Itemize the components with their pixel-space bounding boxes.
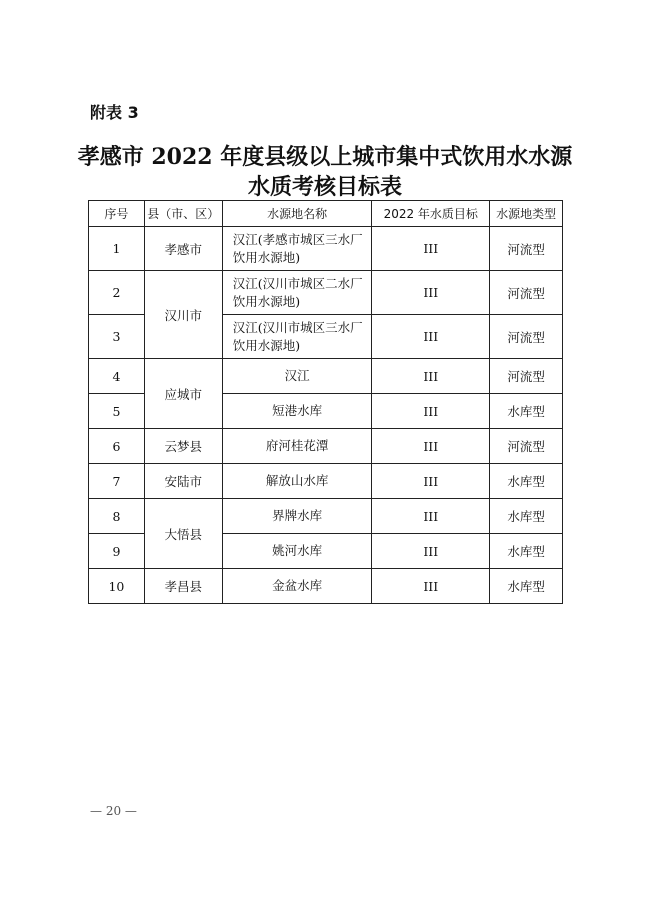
cell-source-name: 姚河水库 — [222, 534, 372, 569]
cell-source-type: 水库型 — [490, 464, 563, 499]
cell-county: 汉川市 — [144, 271, 222, 359]
cell-county: 安陆市 — [144, 464, 222, 499]
appendix-label: 附表 3 — [90, 103, 139, 122]
cell-no: 3 — [89, 315, 145, 359]
cell-no: 6 — [89, 429, 145, 464]
header-source-name: 水源地名称 — [222, 201, 372, 227]
cell-county: 孝昌县 — [144, 569, 222, 604]
cell-source-type: 水库型 — [490, 534, 563, 569]
cell-source-name: 短港水库 — [222, 394, 372, 429]
cell-target: III — [372, 464, 490, 499]
cell-target: III — [372, 315, 490, 359]
cell-source-name: 解放山水库 — [222, 464, 372, 499]
cell-source-name: 汉江(汉川市城区二水厂饮用水源地) — [222, 271, 372, 315]
table-row — [89, 429, 563, 464]
cell-source-name: 汉江(孝感市城区三水厂饮用水源地) — [222, 227, 372, 271]
cell-source-type: 河流型 — [490, 271, 563, 315]
cell-source-type: 河流型 — [490, 429, 563, 464]
table-row — [89, 271, 563, 315]
cell-no: 8 — [89, 499, 145, 534]
cell-target: III — [372, 271, 490, 315]
cell-no: 4 — [89, 359, 145, 394]
cell-no: 10 — [89, 569, 145, 604]
water-quality-target-table — [88, 200, 563, 604]
cell-source-type: 水库型 — [490, 499, 563, 534]
table-title-line-1: 孝感市 2022 年度县级以上城市集中式饮用水水源 — [77, 144, 573, 170]
cell-county: 云梦县 — [144, 429, 222, 464]
table-header-row — [89, 201, 563, 227]
cell-source-type: 水库型 — [490, 569, 563, 604]
header-target: 2022 年水质目标 — [372, 201, 490, 227]
table-title-line-2: 水质考核目标表 — [247, 174, 402, 200]
cell-no: 5 — [89, 394, 145, 429]
cell-source-type: 河流型 — [490, 315, 563, 359]
cell-target: III — [372, 394, 490, 429]
cell-source-name: 金盆水库 — [222, 569, 372, 604]
cell-source-type: 河流型 — [490, 359, 563, 394]
cell-no: 9 — [89, 534, 145, 569]
table-row — [89, 499, 563, 534]
header-county: 县（市、区） — [144, 201, 222, 227]
cell-target: III — [372, 429, 490, 464]
cell-source-name: 汉江 — [222, 359, 372, 394]
cell-county: 大悟县 — [144, 499, 222, 569]
cell-source-name: 界牌水库 — [222, 499, 372, 534]
page-number: — 20 — — [90, 804, 137, 818]
cell-county: 应城市 — [144, 359, 222, 429]
header-source-type: 水源地类型 — [490, 201, 563, 227]
cell-source-type: 河流型 — [490, 227, 563, 271]
table-row — [89, 227, 563, 271]
table-row — [89, 569, 563, 604]
table-row — [89, 464, 563, 499]
cell-source-name: 汉江(汉川市城区三水厂饮用水源地) — [222, 315, 372, 359]
cell-no: 2 — [89, 271, 145, 315]
cell-no: 7 — [89, 464, 145, 499]
cell-source-name: 府河桂花潭 — [222, 429, 372, 464]
table-row — [89, 359, 563, 394]
cell-source-type: 水库型 — [490, 394, 563, 429]
cell-target: III — [372, 227, 490, 271]
cell-no: 1 — [89, 227, 145, 271]
cell-target: III — [372, 534, 490, 569]
header-no: 序号 — [89, 201, 145, 227]
cell-target: III — [372, 359, 490, 394]
cell-target: III — [372, 499, 490, 534]
cell-target: III — [372, 569, 490, 604]
cell-county: 孝感市 — [144, 227, 222, 271]
